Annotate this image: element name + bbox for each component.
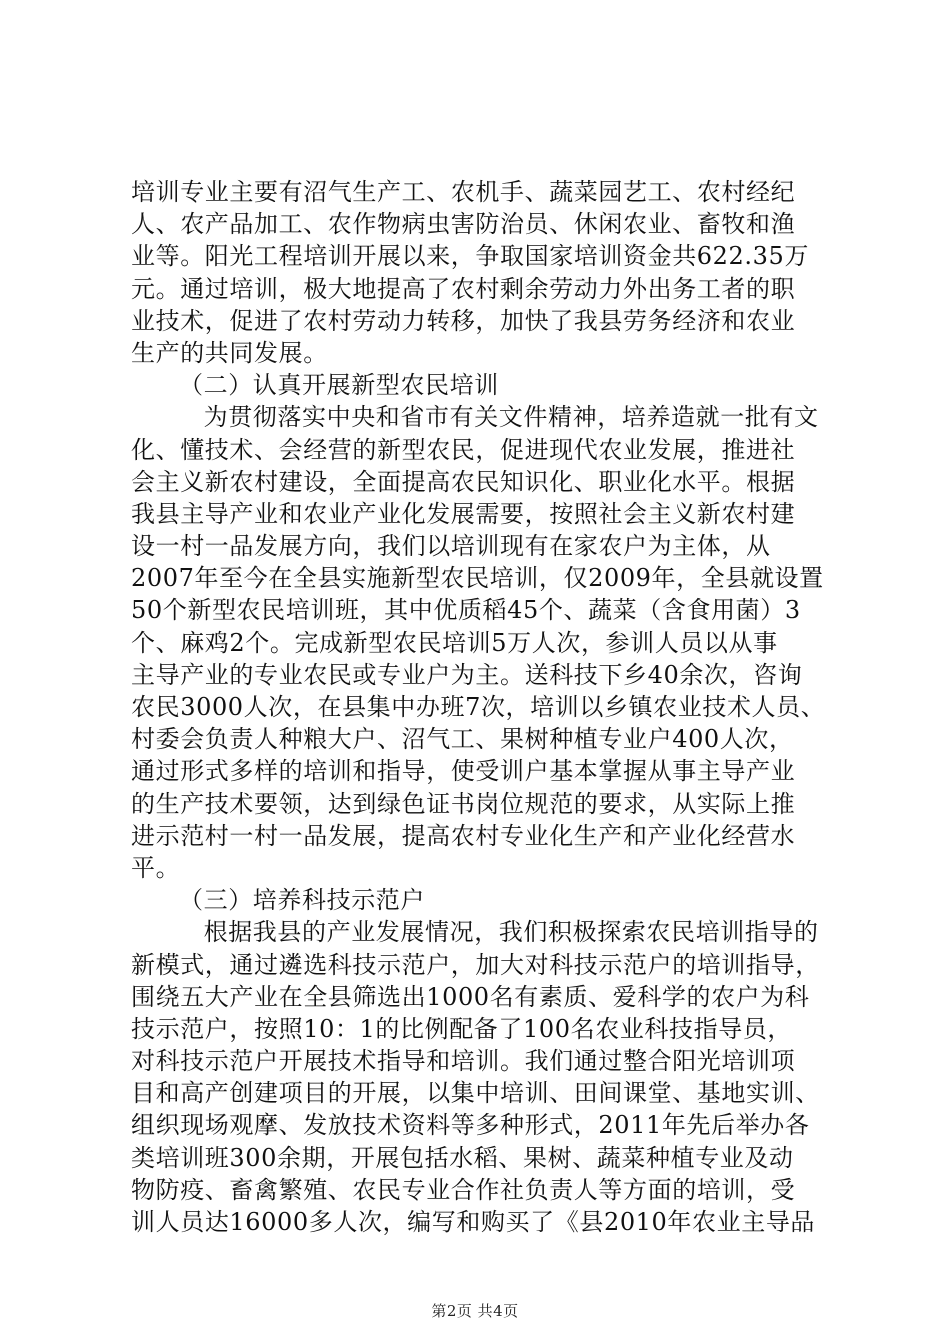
text-line: 主导产业的专业农民或专业户为主。送科技下乡40余次，咨询: [131, 660, 803, 689]
text-line: 培训专业主要有沼气生产工、农机手、蔬菜园艺工、农村经纪: [131, 178, 796, 206]
text-line: 通过形式多样的培训和指导，使受训户基本掌握从事主导产业: [131, 757, 796, 786]
text-line: 生产的共同发展。: [131, 338, 328, 367]
text-line: 个、麻鸡2个。完成新型农民培训5万人次，参训人员以从事: [131, 628, 778, 657]
text-line: 围绕五大产业在全县筛选出1000名有素质、爱科学的农户为科: [131, 982, 810, 1011]
paragraph-first-line: 为贯彻落实中央和省市有关文件精神，培养造就一批有文: [179, 403, 819, 432]
text-line: 技示范户，按照10：1的比例配备了100名农业科技指导员，: [131, 1014, 793, 1043]
text-line: 业等。阳光工程培训开展以来，争取国家培训资金共622.35万: [131, 242, 809, 271]
paragraph-first-line: 根据我县的产业发展情况，我们积极探索农民培训指导的: [179, 918, 819, 947]
text-line: 村委会负责人种粮大户、沼气工、果树种植专业户400人次，: [131, 725, 794, 754]
text-line: 人、农产品加工、农作物病虫害防治员、休闲农业、畜牧和渔: [131, 210, 796, 239]
text-line: 类培训班300余期，开展包括水稻、果树、蔬菜种植专业及动: [131, 1143, 794, 1172]
text-line: 的生产技术要领，达到绿色证书岗位规范的要求，从实际上推: [131, 789, 796, 818]
text-line: 农民3000人次，在县集中办班7次，培训以乡镇农业技术人员、: [131, 693, 826, 721]
body-text: [131, 176, 831, 1238]
text-line: 物防疫、畜禽繁殖、农民专业合作社负责人等方面的培训，受: [131, 1175, 796, 1204]
text-line: 2007年至今在全县实施新型农民培训，仅2009年，全县就设置: [131, 564, 824, 593]
text-line: 业技术，促进了农村劳动力转移，加快了我县劳务经济和农业: [131, 306, 796, 335]
section-heading: （三）培养科技示范户: [179, 886, 425, 915]
text-line: 元。通过培训，极大地提高了农村剩余劳动力外出务工者的职: [131, 274, 796, 303]
page-footer: 第2页 共4页: [431, 1302, 519, 1320]
section-heading: （二）认真开展新型农民培训: [179, 371, 499, 400]
text-line: 平。: [131, 853, 181, 882]
text-line: 进示范村一村一品发展，提高农村专业化生产和产业化经营水: [131, 821, 796, 850]
text-line: 50个新型农民培训班，其中优质稻45个、蔬菜（含食用菌）3: [131, 596, 801, 625]
text-line: 我县主导产业和农业产业化发展需要，按照社会主义新农村建: [131, 499, 796, 528]
text-line: 化、懂技术、会经营的新型农民，促进现代农业发展，推进社: [131, 435, 796, 464]
text-line: 组织现场观摩、发放技术资料等多种形式，2011年先后举办各: [131, 1111, 810, 1140]
text-line: 新模式，通过遴选科技示范户，加大对科技示范户的培训指导，: [131, 950, 820, 979]
text-line: 会主义新农村建设，全面提高农民知识化、职业化水平。根据: [131, 467, 796, 496]
text-line: 目和高产创建项目的开展，以集中培训、田间课堂、基地实训、: [131, 1079, 820, 1108]
text-line: 设一村一品发展方向，我们以培训现有在家农户为主体，从: [131, 532, 771, 561]
text-line: 训人员达16000多人次，编写和购买了《县2010年农业主导品: [131, 1208, 816, 1236]
text-line: 对科技示范户开展技术指导和培训。我们通过整合阳光培训项: [131, 1047, 796, 1076]
